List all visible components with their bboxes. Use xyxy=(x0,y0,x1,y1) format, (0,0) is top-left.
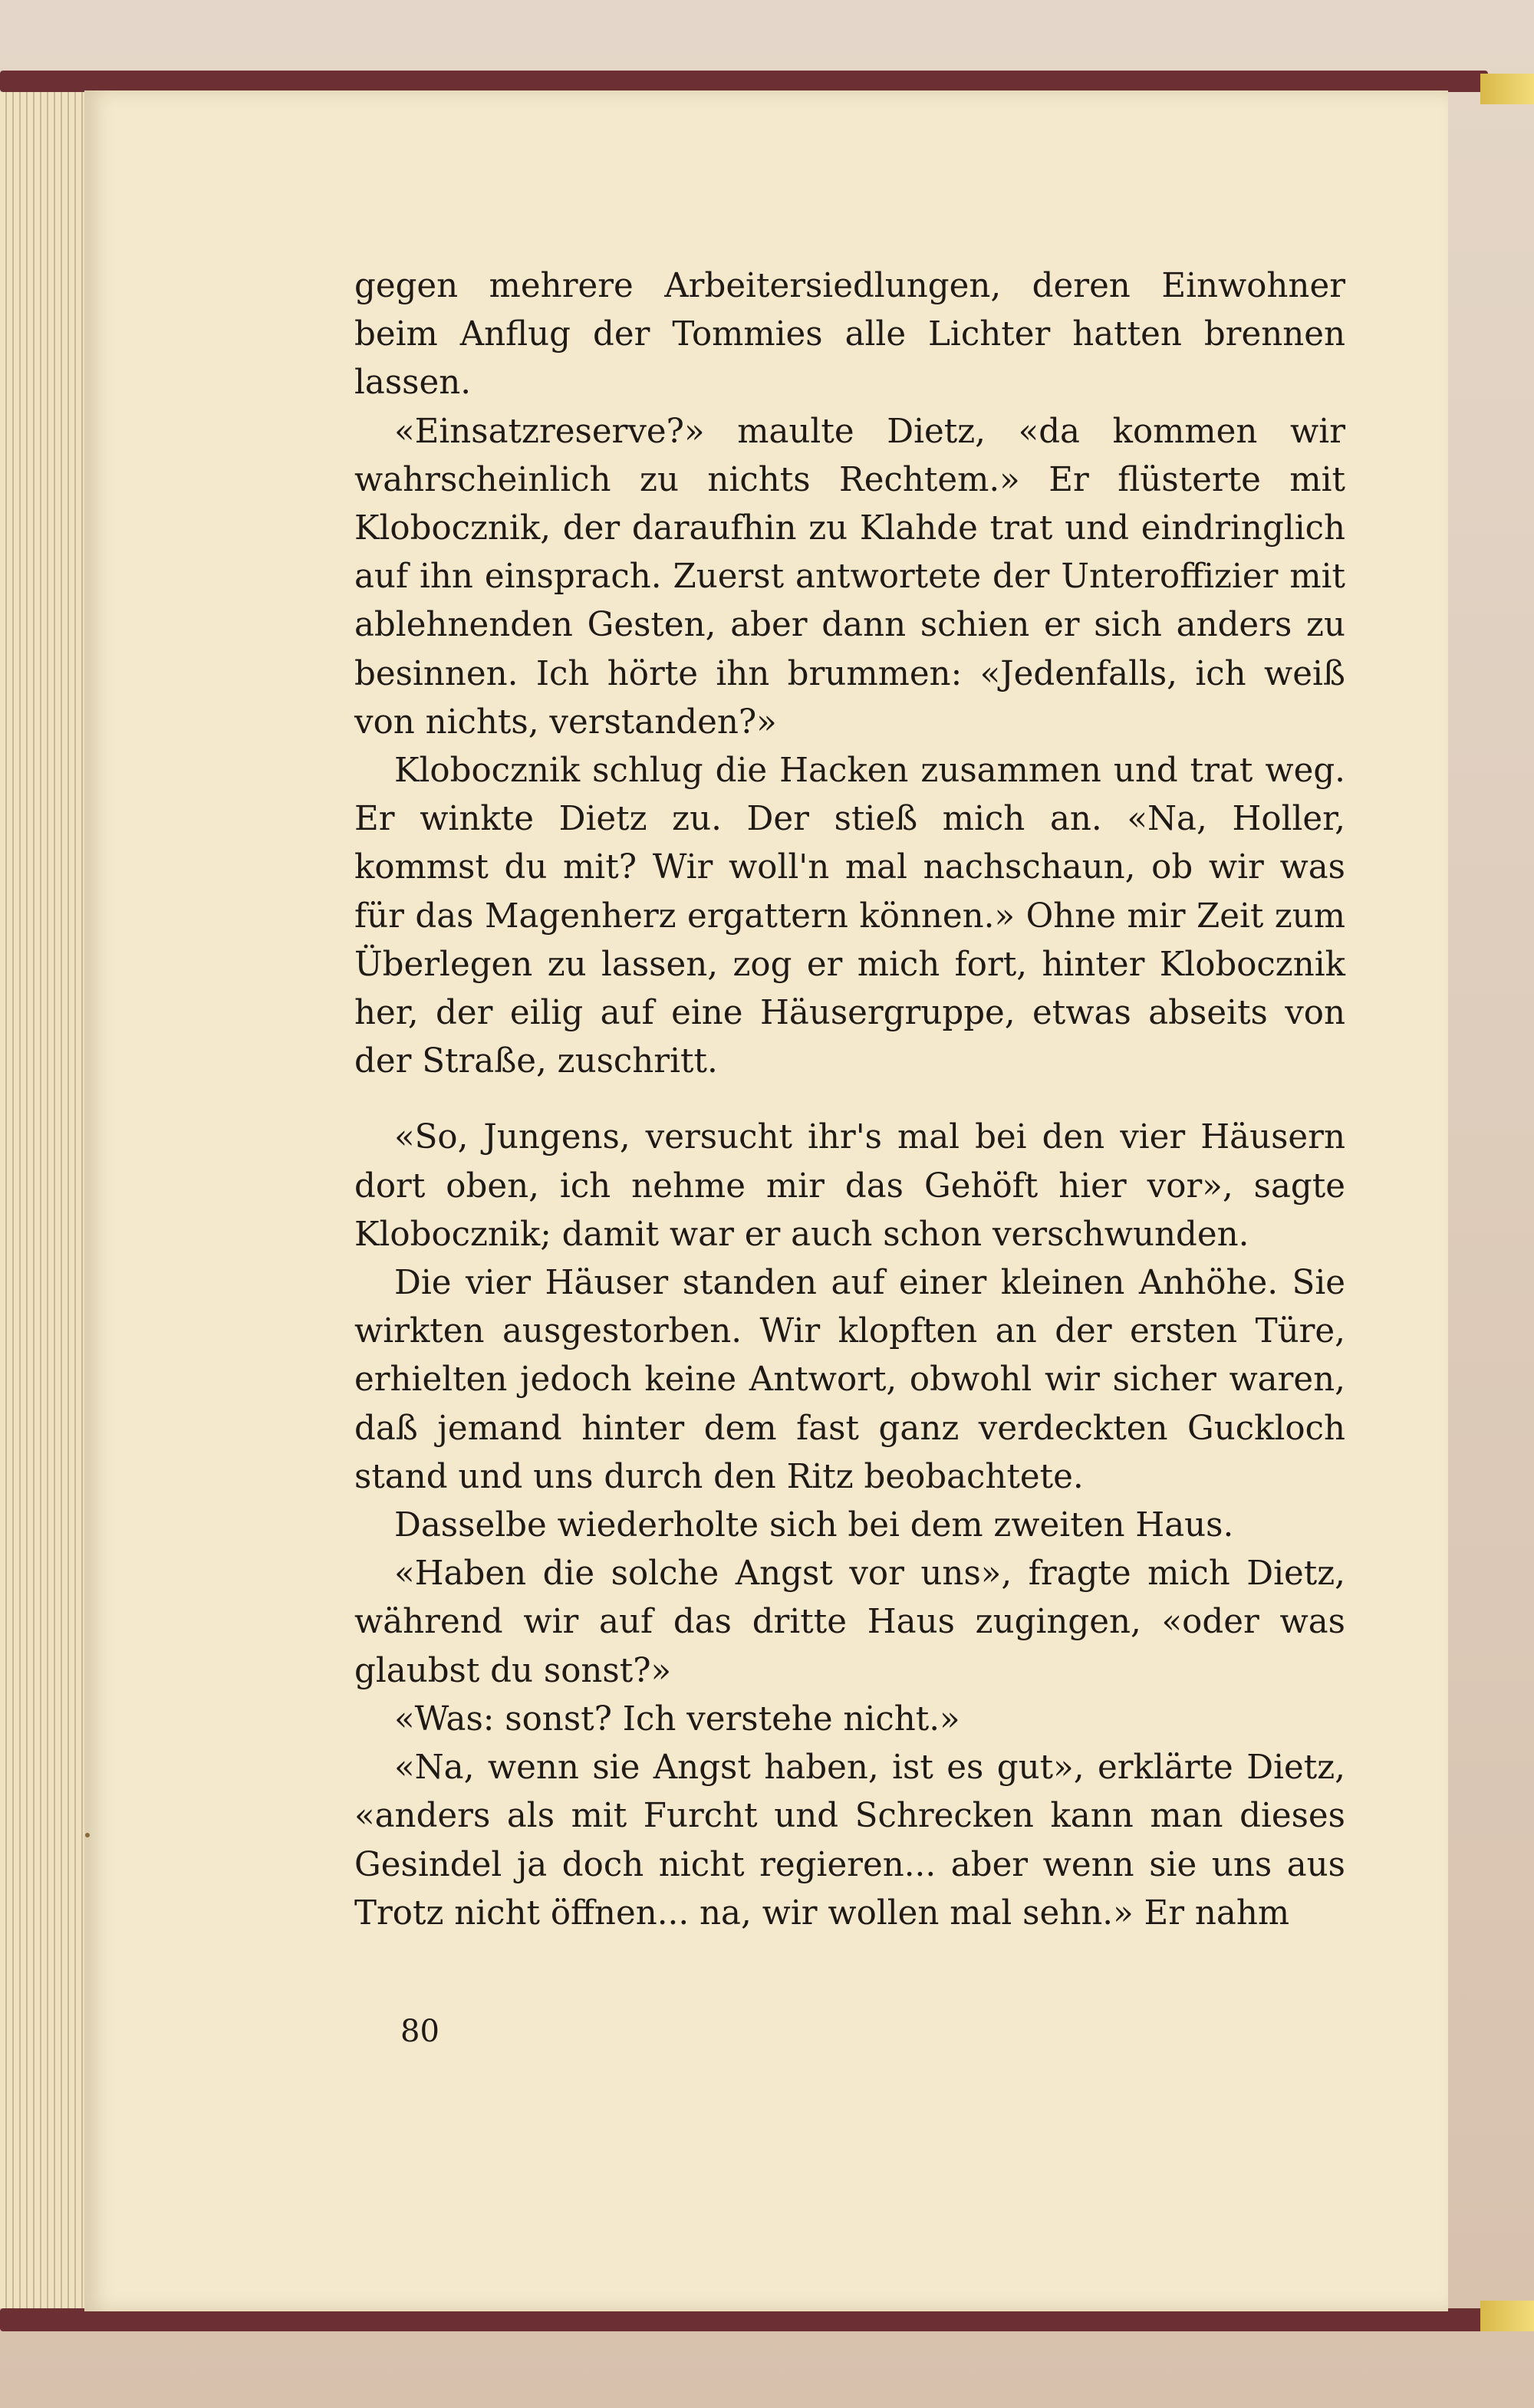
paragraph: «Na, wenn sie Angst haben, ist es gut», erklärte Dietz, «anders als mit Furcht und Schrecken kann man dieses Gesindel ja doch nicht regieren... aber wenn sie uns aus Trotz nicht öffnen... na, wir wollen mal sehn.» Er nahm xyxy=(354,1748,1345,1933)
paragraph: «Einsatzreserve?» maulte Dietz, «da kommen wir wahrscheinlich zu nichts Rechtem.» Er flüsterte mit Klobocznik, der daraufhin zu Klahde trat und eindringlich auf ihn einsprach. Zuerst antwortete der Unteroffizier mit ablehnenden Gesten, aber dann schien er sich anders zu besinnen. Ich hörte ihn brummen: «Jedenfalls, ich weiß von nichts, verstanden?» xyxy=(354,412,1345,742)
book-cover-bottom-edge xyxy=(0,2308,1488,2331)
paragraph: Dasselbe wiederholte sich bei dem zweiten Haus. xyxy=(394,1506,1234,1545)
bookmark-ribbon-top xyxy=(1480,74,1534,104)
page-number: 80 xyxy=(400,2014,439,2049)
paper-spot xyxy=(85,1833,90,1837)
paragraph: «So, Jungens, versucht ihr's mal bei den vier Häusern dort oben, ich nehme mir das Gehöft hier vor», sagte Klobocznik; damit war er auch schon verschwunden. xyxy=(354,1118,1345,1254)
paragraph: Klobocznik schlug die Hacken zusammen und trat weg. Er winkte Dietz zu. Der stieß mich an. «Na, Holler, kommst du mit? Wir woll'n mal nachschaun, ob wir was für das Magenherz ergattern können.» Ohne mir Zeit zum Überlegen zu lassen, zog er mich fort, hinter Klobocznik her, der eilig auf eine Häusergruppe, etwas abseits von der Straße, zuschritt. xyxy=(354,752,1345,1081)
paragraph: gegen mehrere Arbeitersiedlungen, deren Einwohner beim Anflug der Tommies alle Lichter hatten brennen lassen. xyxy=(354,267,1345,403)
paragraph: «Was: sonst? Ich verstehe nicht.» xyxy=(394,1699,960,1739)
body-text xyxy=(354,262,1345,1938)
book-cover-top-edge xyxy=(0,71,1488,92)
stacked-page-edges xyxy=(0,92,92,2308)
bookmark-ribbon-bottom xyxy=(1480,2301,1534,2331)
paragraph: Die vier Häuser standen auf einer kleinen Anhöhe. Sie wirkten ausgestorben. Wir klopften an der ersten Türe, erhielten jedoch keine Antwort, obwohl wir sicher waren, daß jemand hinter dem fast ganz verdeckten Guckloch stand und uns durch den Ritz beobachtete. xyxy=(354,1264,1345,1496)
paragraph: «Haben die solche Angst vor uns», fragte mich Dietz, während wir auf das dritte Haus zugingen, «oder was glaubst du sonst?» xyxy=(354,1554,1345,1690)
